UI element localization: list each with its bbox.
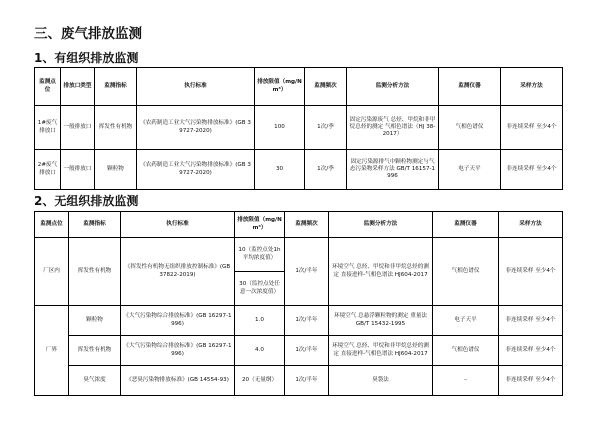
- cell-limit: 100: [255, 106, 305, 150]
- cell-limit: 1.0: [235, 306, 285, 336]
- col-header: 监测仪器: [433, 212, 499, 238]
- cell-freq: 1次/季: [305, 106, 347, 150]
- col-header: 监测点位: [35, 212, 69, 238]
- cell-instrument: –: [433, 366, 499, 396]
- cell-method: 环境空气 总烃、甲烷和非甲烷总烃的测定 直接进样-气相色谱法 HJ604-2017: [329, 238, 433, 306]
- cell-standard: 《大气污染物综合排放标准》(GB 16297-1996): [121, 306, 235, 336]
- cell-point: 厂界: [35, 306, 69, 396]
- cell-sampling: 非连续采样 至少4个: [501, 106, 563, 150]
- cell-sampling: 非连续采样 至少4个: [501, 150, 563, 190]
- cell-freq: 1次/半年: [285, 366, 329, 396]
- cell-instrument: 气相色谱仪: [439, 106, 501, 150]
- organized-emission-table: [34, 67, 563, 190]
- cell-limit: 20（无量纲）: [235, 366, 285, 396]
- fugitive-emission-table: [34, 211, 563, 396]
- cell-freq: 1次/半年: [285, 238, 329, 306]
- cell-freq: 1次/半年: [285, 336, 329, 366]
- cell-indicator: 挥发性有机物: [95, 106, 137, 150]
- sub2-title: 2、无组织排放监测: [34, 194, 139, 208]
- cell-method: 环境空气 总悬浮颗粒物的测定 重量法 GB/T 15432-1995: [329, 306, 433, 336]
- cell-sampling: 非连续采样 至少4个: [499, 238, 563, 306]
- cell-indicator: 挥发性有机物: [69, 336, 121, 366]
- cell-method: 固定污染源废气 总烃、甲烷和非甲烷总烃的测定 气相色谱法（HJ 38-2017）: [347, 106, 439, 150]
- table-header-row: [35, 212, 563, 238]
- cell-instrument: 气相色谱仪: [433, 238, 499, 306]
- col-header: 排放限值（mg/Nm³）: [255, 68, 305, 106]
- cell-standard: 《农药制造工业大气污染物排放标准》(GB 39727-2020): [137, 106, 255, 150]
- col-header: 排放口类型: [61, 68, 95, 106]
- table-row: [35, 336, 563, 366]
- cell-instrument: 气相色谱仪: [433, 336, 499, 366]
- cell-method: 臭袋法: [329, 366, 433, 396]
- col-header: 采样方法: [499, 212, 563, 238]
- cell-freq: 1次/季: [305, 150, 347, 190]
- cell-standard: 《大气污染物综合排放标准》(GB 16297-1996): [121, 336, 235, 366]
- cell-standard: 《挥发性有机物无组织排放控制标准》(GB 37822-2019): [121, 238, 235, 306]
- cell-limit: 30: [255, 150, 305, 190]
- col-header: 监测分析方法: [347, 68, 439, 106]
- cell-type: 一般排放口: [61, 106, 95, 150]
- col-header: 监测频次: [285, 212, 329, 238]
- cell-standard: 《恶臭污染物排放标准》(GB 14554-93): [121, 366, 235, 396]
- cell-type: 一般排放口: [61, 150, 95, 190]
- table-row: [35, 106, 563, 150]
- cell-limit: 10（监控点处1h平均浓度值）: [235, 238, 285, 272]
- table-row: [35, 238, 563, 272]
- cell-indicator: 颗粒物: [95, 150, 137, 190]
- col-header: 采样方法: [501, 68, 563, 106]
- col-header: 排放限值（mg/Nm³）: [235, 212, 285, 238]
- cell-point: 1#废气排放口: [35, 106, 61, 150]
- cell-limit: 30（监控点处任意一次浓度值）: [235, 272, 285, 306]
- table-header-row: [35, 68, 563, 106]
- table-row: [35, 150, 563, 190]
- col-header: 执行标准: [137, 68, 255, 106]
- cell-indicator: 挥发性有机物: [69, 238, 121, 306]
- cell-point: 2#废气排放口: [35, 150, 61, 190]
- col-header: 监测仪器: [439, 68, 501, 106]
- cell-indicator: 颗粒物: [69, 306, 121, 336]
- section-title: 三、废气排放监测: [34, 26, 142, 42]
- table-row: [35, 366, 563, 396]
- col-header: 监测点位: [35, 68, 61, 106]
- col-header: 监测分析方法: [329, 212, 433, 238]
- cell-indicator: 臭气浓度: [69, 366, 121, 396]
- cell-point: 厂区内: [35, 238, 69, 306]
- sub1-title: 1、有组织排放监测: [34, 51, 139, 65]
- cell-sampling: 非连续采样 至少4个: [499, 366, 563, 396]
- col-header: 监测指标: [95, 68, 137, 106]
- cell-instrument: 电子天平: [439, 150, 501, 190]
- cell-sampling: 非连续采样 至少4个: [499, 336, 563, 366]
- col-header: 监测频次: [305, 68, 347, 106]
- cell-method: 固定污染源排气中颗粒物测定与气态污染物采样方法 GB/T 16157-1996: [347, 150, 439, 190]
- cell-sampling: 非连续采样 至少4个: [499, 306, 563, 336]
- cell-standard: 《农药制造工业大气污染物排放标准》(GB 39727-2020): [137, 150, 255, 190]
- col-header: 监测指标: [69, 212, 121, 238]
- cell-instrument: 电子天平: [433, 306, 499, 336]
- cell-freq: 1次/半年: [285, 306, 329, 336]
- table-row: [35, 306, 563, 336]
- col-header: 执行标准: [121, 212, 235, 238]
- cell-method: 环境空气 总烃、甲烷和非甲烷总烃的测定 直接进样-气相色谱法 HJ604-2017: [329, 336, 433, 366]
- cell-limit: 4.0: [235, 336, 285, 366]
